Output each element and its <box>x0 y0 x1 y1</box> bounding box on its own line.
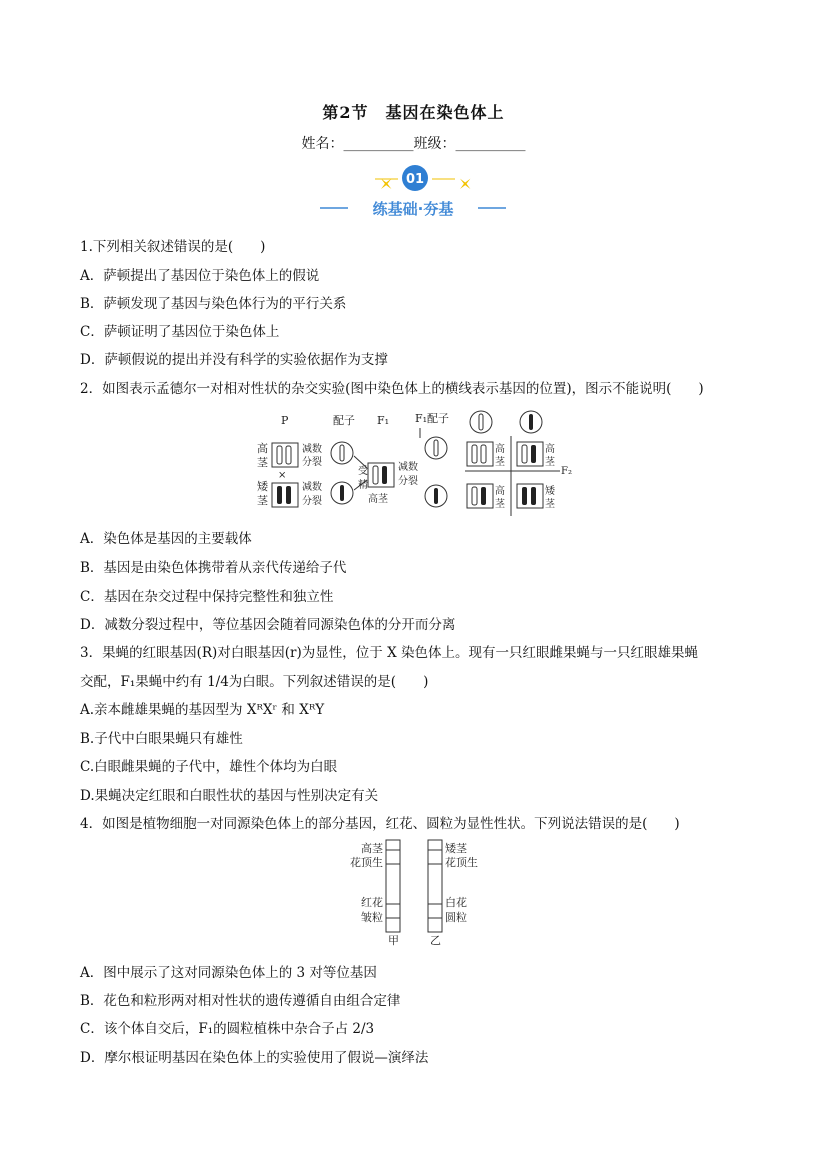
left-gene-1: 高茎 <box>361 842 383 855</box>
svg-text:茎: 茎 <box>257 494 268 507</box>
q2-option-c: C．基因在杂交过程中保持完整性和独立性 <box>80 589 334 605</box>
q4-option-a: A．图中展示了这对同源染色体上的 3 对等位基因 <box>80 965 377 981</box>
label-f1: F₁ <box>377 414 390 427</box>
q2-option-a: A．染色体是基因的主要载体 <box>80 531 252 547</box>
right-gene-2: 花顶生 <box>445 856 478 869</box>
svg-text:高: 高 <box>495 486 505 497</box>
label-tall: 高 <box>257 442 268 455</box>
label-gamete: 配子 <box>333 414 355 427</box>
name-blank: __________ <box>343 136 414 152</box>
svg-text:减数: 减数 <box>302 482 322 493</box>
section-banner <box>300 160 530 220</box>
banner-text: 练基础·夯基 <box>372 200 454 218</box>
right-gene-3: 白花 <box>445 896 467 909</box>
q1-option-d: D．萨顿假说的提出并没有科学的实验依据作为支撑 <box>80 352 388 368</box>
left-gene-3: 红花 <box>361 896 383 909</box>
class-blank: __________ <box>455 136 526 152</box>
svg-text:高: 高 <box>495 444 505 455</box>
svg-text:分裂: 分裂 <box>398 476 418 487</box>
right-gene-1: 矮茎 <box>445 842 467 855</box>
svg-text:减数: 减数 <box>302 444 322 455</box>
svg-text:茎: 茎 <box>495 457 505 468</box>
svg-text:精: 精 <box>358 480 368 491</box>
banner-badge: 01 <box>405 172 425 187</box>
q2-option-b: B．基因是由染色体携带着从亲代传递给子代 <box>80 560 347 576</box>
q1-option-a: A．萨顿提出了基因位于染色体上的假说 <box>80 268 320 284</box>
q4-option-d: D．摩尔根证明基因在染色体上的实验使用了假说—演绎法 <box>80 1050 429 1066</box>
svg-text:茎: 茎 <box>257 456 268 469</box>
left-gene-4: 皱粒 <box>361 911 383 924</box>
q4-option-b: B．花色和粒形两对相对性状的遗传遵循自由组合定律 <box>80 993 401 1009</box>
label-yi: 乙 <box>430 934 441 947</box>
svg-text:受: 受 <box>358 466 368 477</box>
name-class-row <box>0 133 827 153</box>
q3-option-c: C.白眼雌果蝇的子代中，雄性个体均为白眼 <box>80 759 338 775</box>
label-p: P <box>281 414 289 427</box>
label-jia: 甲 <box>388 934 399 947</box>
label-cross: × <box>278 470 287 481</box>
q1-option-b: B．萨顿发现了基因与染色体行为的平行关系 <box>80 296 347 312</box>
mendel-cross-diagram <box>255 408 575 518</box>
svg-text:高: 高 <box>545 444 555 455</box>
sparkle-left-icon <box>381 179 391 189</box>
homologous-chromosome-diagram <box>330 838 490 948</box>
q3-option-a: A.亲本雌雄果蝇的基因型为 XᴿXʳ 和 XᴿY <box>80 702 325 718</box>
q3-option-b: B.子代中白眼果蝇只有雄性 <box>80 731 243 747</box>
label-f2: F₂ <box>561 466 572 477</box>
q4-option-c: C．该个体自交后，F₁的圆粒植株中杂合子占 2/3 <box>80 1021 375 1037</box>
q2-stem: 2．如图表示孟德尔一对相对性状的杂交实验(图中染色体上的横线表示基因的位置)，图示不能说明( ) <box>80 381 704 397</box>
svg-text:矮: 矮 <box>257 480 268 493</box>
q1-option-c: C．萨顿证明了基因位于染色体上 <box>80 324 280 340</box>
svg-text:矮: 矮 <box>545 486 555 497</box>
q3-option-d: D.果蝇决定红眼和白眼性状的基因与性别决定有关 <box>80 788 379 804</box>
svg-text:茎: 茎 <box>545 499 555 510</box>
name-label: 姓名： <box>301 136 344 152</box>
page-title: 第2节 基因在染色体上 <box>322 103 505 122</box>
sparkle-right-icon <box>460 179 470 189</box>
left-gene-2: 花顶生 <box>350 856 383 869</box>
q1-stem: 1.下列相关叙述错误的是( ) <box>80 239 266 255</box>
label-f1-tall: 高茎 <box>368 494 388 505</box>
svg-text:茎: 茎 <box>495 499 505 510</box>
right-gene-4: 圆粒 <box>445 911 467 924</box>
label-f1-gamete: F₁配子 <box>415 412 450 425</box>
svg-text:分裂: 分裂 <box>302 496 322 507</box>
q4-stem: 4．如图是植物细胞一对同源染色体上的部分基因，红花、圆粒为显性性状。下列说法错误的是( ) <box>80 816 680 832</box>
q3-stem-line1: 3．果蝇的红眼基因(R)对白眼基因(r)为显性，位于 X 染色体上。现有一只红眼雌果蝇与一只红眼雄果蝇 <box>80 645 698 661</box>
svg-text:减数: 减数 <box>398 462 418 473</box>
svg-text:分裂: 分裂 <box>302 457 322 468</box>
q2-option-d: D．减数分裂过程中，等位基因会随着同源染色体的分开而分离 <box>80 617 456 633</box>
svg-text:茎: 茎 <box>545 457 555 468</box>
class-label: 班级： <box>413 136 456 152</box>
q3-stem-line2: 交配，F₁果蝇中约有 1/4为白眼。下列叙述错误的是( ) <box>80 674 429 690</box>
